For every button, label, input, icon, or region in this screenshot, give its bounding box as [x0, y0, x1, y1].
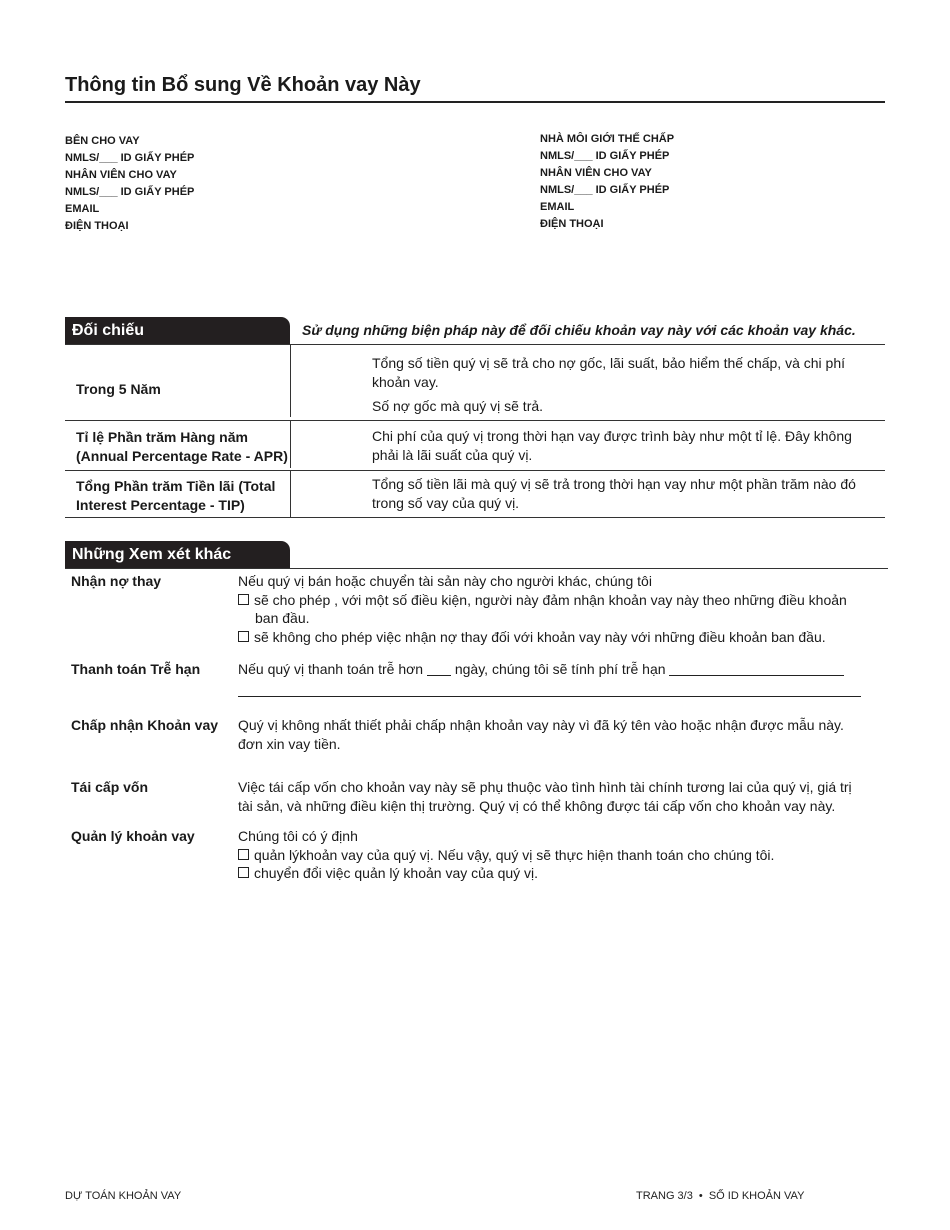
tip-label-line2: Interest Percentage - TIP): [76, 497, 245, 513]
apr-description: Chi phí của quý vị trong thời hạn vay được trình bày như một tỉ lệ. Đây không phải là lãi suất của quý vị.: [372, 428, 852, 463]
refinance-label: Tái cấp vốn: [71, 779, 149, 795]
late-days-blank[interactable]: [427, 675, 451, 676]
refinance-text-a: Việc tái cấp vốn cho khoản vay này sẽ phụ thuộc vào tình hình tài chính tương lai của quý vị, giá trị: [238, 779, 852, 795]
servicing-transfer-checkbox[interactable]: [238, 867, 249, 878]
assumption-allow-text-continued: ban đầu.: [255, 610, 310, 626]
assumption-option-allow: [238, 591, 878, 610]
in-5-years-total-text: Tổng số tiền quý vị sẽ trả cho nợ gốc, lãi suất, bảo hiểm thế chấp, và chi phí khoản vay.: [372, 355, 846, 390]
late-payment-text: [238, 660, 878, 679]
assumption-disallow-text: sẽ không cho phép việc nhận nợ thay đối với khoản vay này với những điều khoản ban đầu.: [254, 628, 826, 645]
broker-officer-label: NHÂN VIÊN CHO VAY: [540, 167, 652, 179]
loan-acceptance-text-a: Quý vị không nhất thiết phải chấp nhận khoản vay này vì đã ký tên vào hoặc nhận được mẫu này.: [238, 717, 844, 733]
servicing-transfer-text: chuyển đổi việc quản lý khoản vay của quý vị.: [254, 865, 539, 881]
assumption-allow-text: sẽ cho phép , với một số điều kiện, người này đảm nhận khoản vay này theo những điều khoản: [254, 591, 847, 608]
comparisons-column-divider: [290, 421, 291, 468]
late-fee-extra-line[interactable]: [238, 696, 861, 697]
refinance-text-b: tài sản, và những điều kiện thị trường. Quý vị có thể không được tái cấp vốn cho khoản vay này.: [238, 797, 836, 814]
refinance-text: [238, 778, 878, 815]
apr-label: [76, 428, 288, 466]
title-divider: [65, 101, 885, 103]
page-title: Thông tin Bổ sung Về Khoản vay Này: [65, 74, 421, 96]
apr-label-line2: (Annual Percentage Rate - APR): [76, 448, 288, 464]
comparisons-row-divider: [65, 470, 885, 471]
assumption-text: [238, 572, 878, 646]
late-fee-blank[interactable]: [669, 675, 844, 676]
tip-label: [76, 477, 275, 515]
servicing-option-transfer: [238, 864, 878, 883]
lender-info-block: [65, 133, 194, 235]
loan-acceptance-text-b: đơn xin vay tiền.: [238, 735, 341, 752]
other-considerations-rule: [65, 568, 888, 569]
comparisons-table-bottom-rule: [65, 517, 885, 518]
loan-officer-nmls-label: NMLS/___ ID GIẤY PHÉP: [65, 186, 195, 198]
other-considerations-section-tab: Những Xem xét khác: [65, 541, 290, 569]
late-payment-text-b: ngày, chúng tôi sẽ tính phí trễ hạn: [454, 661, 666, 677]
late-payment-label: Thanh toán Trễ hạn: [71, 661, 201, 677]
comparisons-table-top-rule: [65, 344, 885, 345]
assumption-label: Nhận nợ thay: [71, 573, 162, 589]
broker-officer-nmls-label: NMLS/___ ID GIẤY PHÉP: [540, 184, 670, 196]
tip-description: Tổng số tiền lãi mà quý vị sẽ trả trong thời hạn vay như một phần trăm nào đó trong số vay của quý vị.: [372, 476, 856, 511]
tip-label-line1: Tổng Phần trăm Tiền lãi (Total: [76, 478, 276, 494]
assumption-disallow-checkbox[interactable]: [238, 631, 249, 642]
footer-right: [636, 1190, 804, 1202]
assumption-allow-checkbox[interactable]: [238, 594, 249, 605]
late-payment-text-a: Nếu quý vị thanh toán trễ hơn: [238, 661, 424, 677]
comparisons-column-divider: [290, 345, 291, 417]
broker-nmls-label: NMLS/___ ID GIẤY PHÉP: [540, 150, 670, 162]
footer-page-number: TRANG 3/3: [636, 1190, 693, 1202]
servicing-text: [238, 827, 878, 883]
footer-separator: •: [698, 1190, 703, 1202]
loan-acceptance-text: [238, 716, 878, 753]
in-5-years-label: Trong 5 Năm: [76, 381, 161, 397]
apr-label-line1: Tỉ lệ Phần trăm Hàng năm: [76, 429, 248, 445]
loan-acceptance-label: Chấp nhận Khoản vay: [71, 717, 219, 733]
loan-officer-label: NHÂN VIÊN CHO VAY: [65, 169, 177, 181]
assumption-option-disallow: [238, 628, 878, 647]
servicing-intro: Chúng tôi có ý định: [238, 828, 358, 844]
broker-label: NHÀ MÔI GIỚI THẾ CHẤP: [540, 133, 675, 145]
email-label: EMAIL: [65, 203, 100, 215]
broker-phone-label: ĐIỆN THOẠI: [540, 218, 604, 230]
in-5-years-principal-text: Số nợ gốc mà quý vị sẽ trả.: [372, 398, 544, 414]
broker-info-block: [540, 131, 674, 233]
servicing-label: Quản lý khoản vay: [71, 828, 195, 844]
lender-nmls-label: NMLS/___ ID GIẤY PHÉP: [65, 152, 195, 164]
comparisons-column-divider: [290, 471, 291, 517]
broker-email-label: EMAIL: [540, 201, 575, 213]
footer-left: DỰ TOÁN KHOẢN VAY: [65, 1190, 182, 1202]
assumption-intro: Nếu quý vị bán hoặc chuyển tài sản này cho người khác, chúng tôi: [238, 573, 652, 589]
servicing-service-checkbox[interactable]: [238, 849, 249, 860]
lender-label: BÊN CHO VAY: [65, 135, 140, 147]
phone-label: ĐIỆN THOẠI: [65, 220, 129, 232]
comparisons-row-divider: [65, 420, 885, 421]
servicing-option-service: [238, 846, 878, 865]
servicing-service-text: quản lýkhoản vay của quý vị. Nếu vậy, quý vị sẽ thực hiện thanh toán cho chúng tôi.: [254, 846, 775, 863]
footer-loan-id-label: SỐ ID KHOẢN VAY: [708, 1190, 805, 1202]
comparisons-description: Sử dụng những biện pháp này để đối chiếu khoản vay này với các khoản vay khác.: [302, 322, 856, 338]
comparisons-section-tab: Đối chiếu: [65, 317, 290, 345]
